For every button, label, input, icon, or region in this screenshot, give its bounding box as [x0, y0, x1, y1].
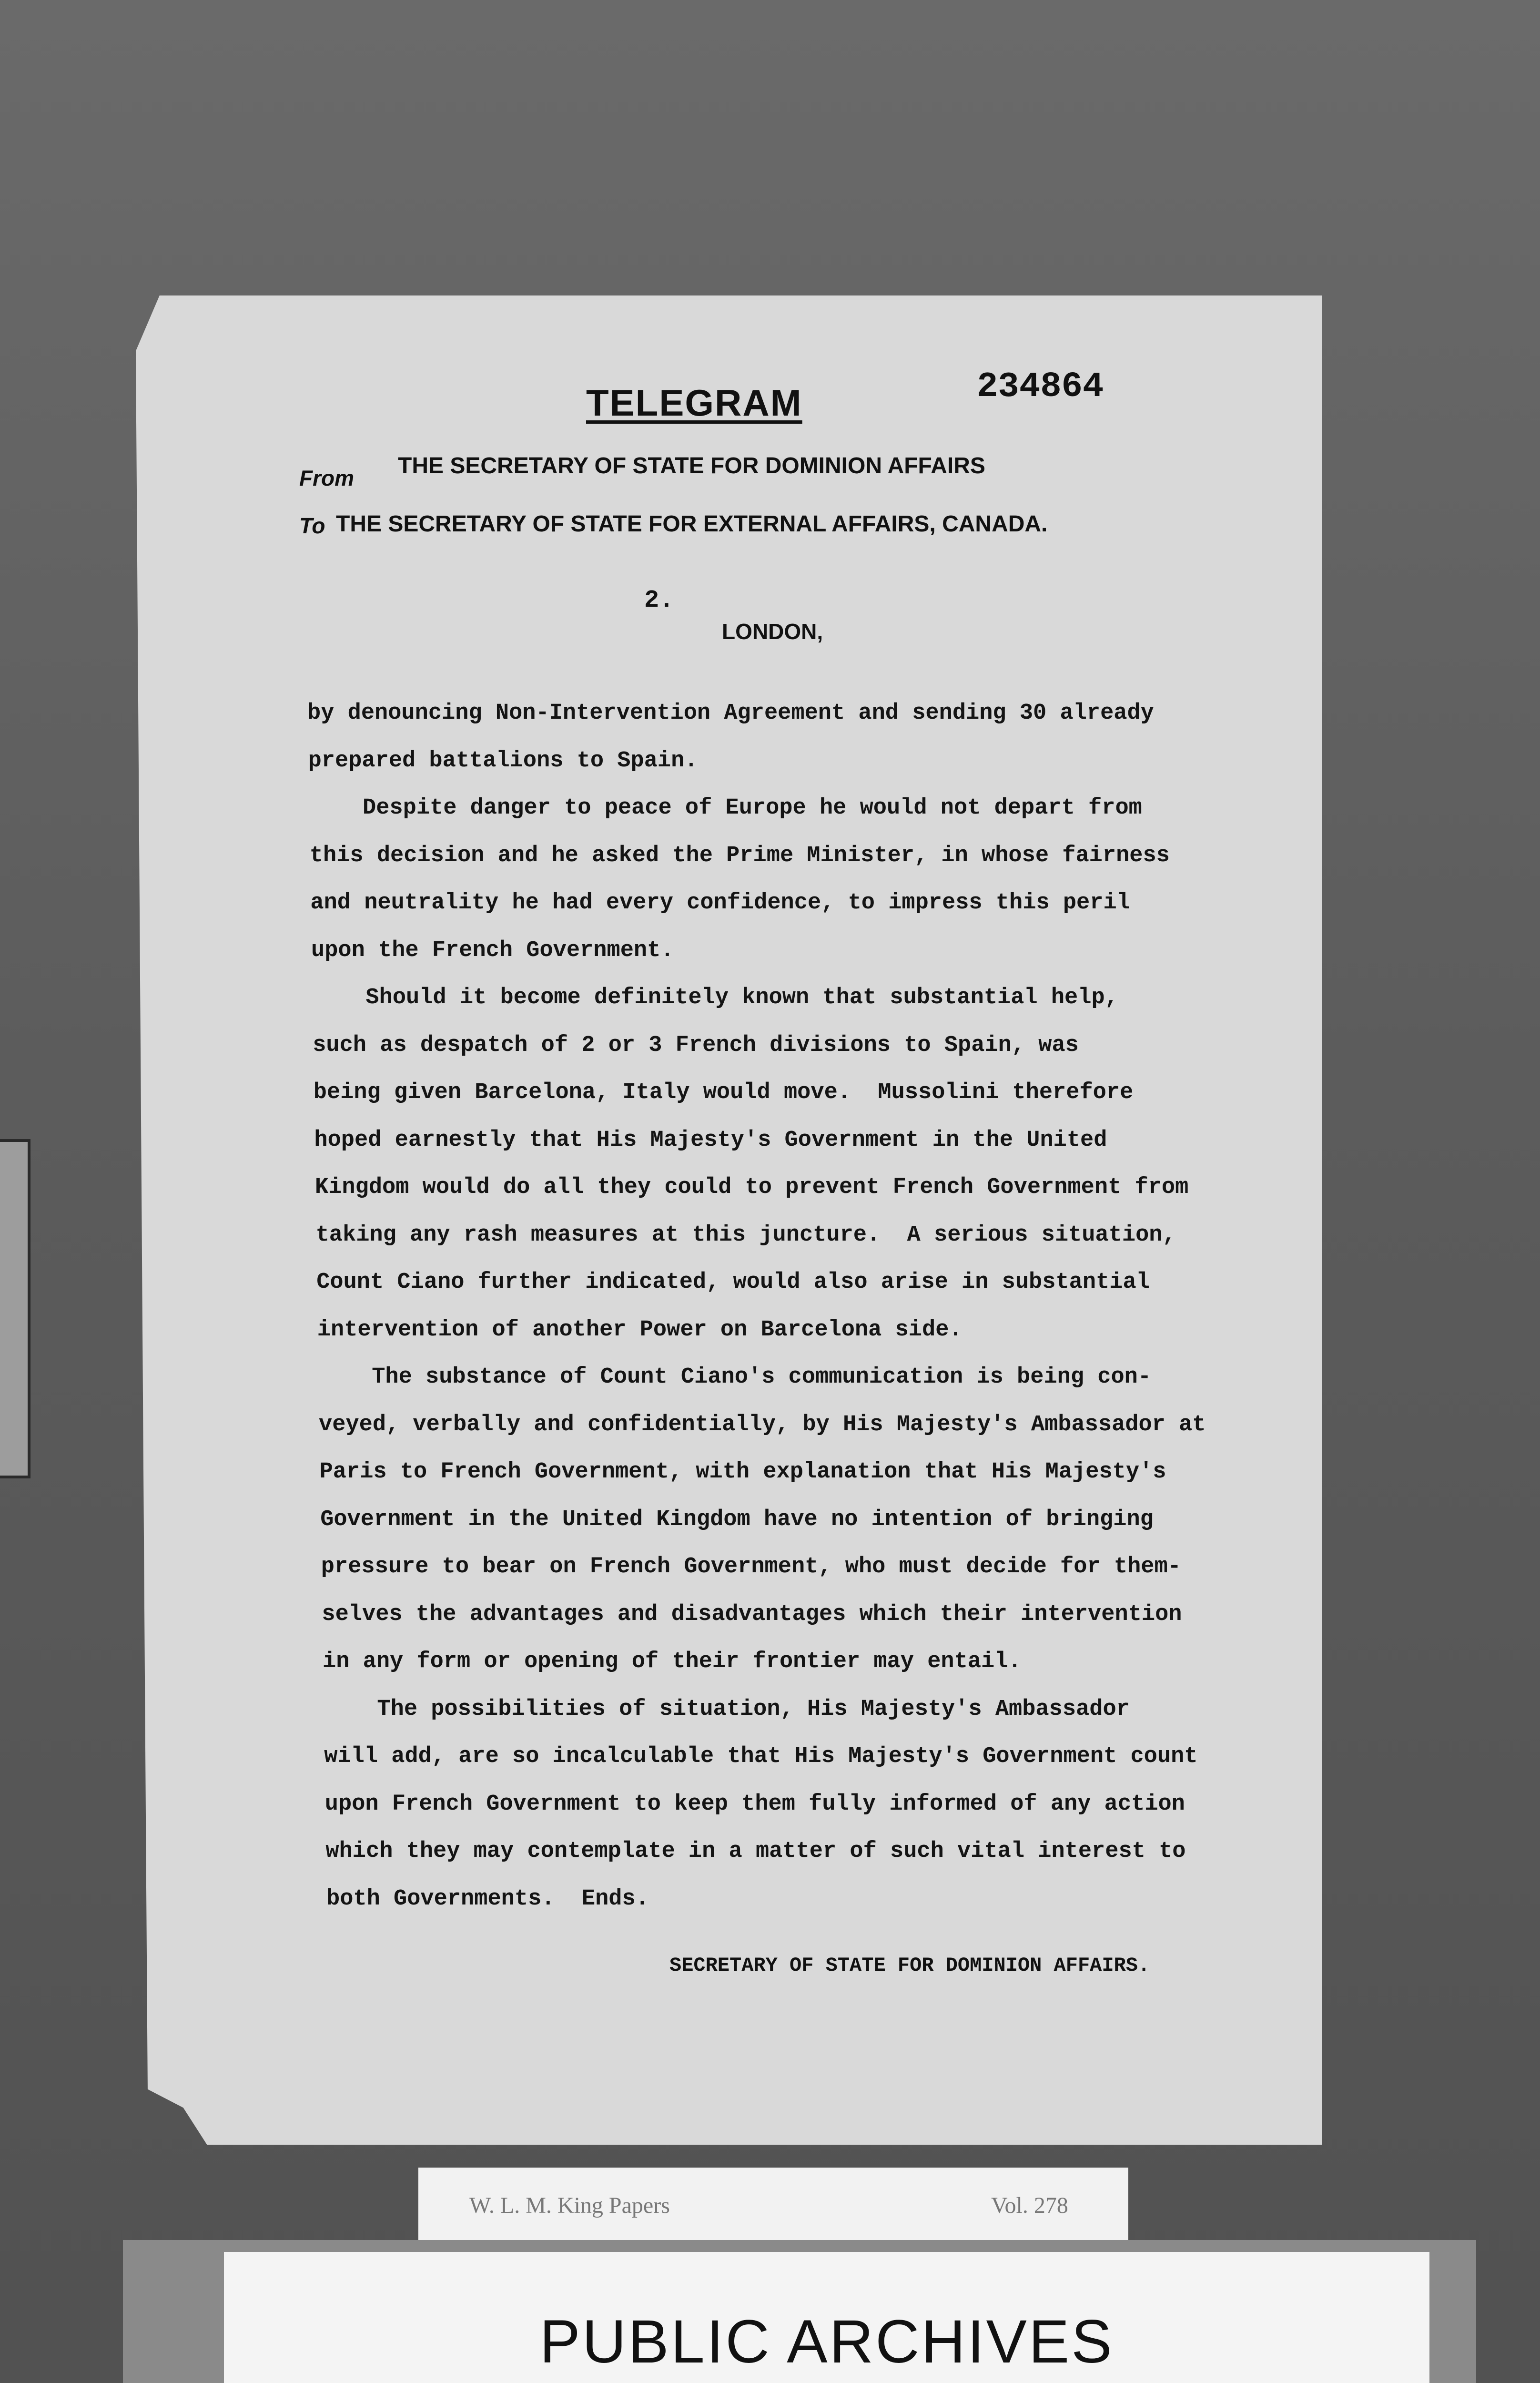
- body-line: Kingdom would do all they could to prevent French Government from: [315, 1175, 1189, 1200]
- body-line: upon the French Government.: [311, 937, 674, 963]
- body-line: selves the advantages and disadvantages which their intervention: [322, 1601, 1182, 1627]
- body-line: taking any rash measures at this juncture. A serious situation,: [315, 1222, 1176, 1248]
- to-label: To: [299, 513, 325, 538]
- body-line: and neutrality he had every confidence, to impress this peril: [310, 890, 1130, 916]
- body-line: intervention of another Power on Barcelona side.: [317, 1317, 962, 1343]
- body-line: Government in the United Kingdom have no intention of bringing: [320, 1507, 1154, 1532]
- body-line: pressure to bear on French Government, who must decide for them-: [321, 1554, 1181, 1579]
- telegram-title: TELEGRAM: [586, 382, 802, 424]
- to-value: THE SECRETARY OF STATE FOR EXTERNAL AFFAIRS, CANADA.: [336, 511, 1048, 537]
- telegram-sheet: [136, 295, 1322, 2145]
- body-line: this decision and he asked the Prime Minister, in whose fairness: [309, 843, 1170, 868]
- from-value: THE SECRETARY OF STATE FOR DOMINION AFFAIRS: [398, 453, 985, 479]
- body-line: by denouncing Non-Intervention Agreement and sending 30 already: [307, 701, 1154, 726]
- body-line: being given Barcelona, Italy would move. Mussolini therefore: [313, 1080, 1134, 1105]
- body-line: prepared battalions to Spain.: [308, 748, 698, 774]
- telegram-number: 234864: [977, 367, 1104, 407]
- body-line: in any form or opening of their frontier may entail.: [323, 1649, 1022, 1674]
- body-line: both Governments. Ends.: [326, 1886, 649, 1912]
- body-line: The substance of Count Ciano's communication is being con-: [318, 1365, 1152, 1390]
- page-number: 2.: [644, 586, 674, 614]
- body-line: The possibilities of situation, His Majesty's Ambassador: [323, 1696, 1130, 1722]
- location: LONDON,: [722, 619, 823, 644]
- body-line: upon French Government to keep them fully informed of any action: [324, 1791, 1185, 1817]
- collection-name: W. L. M. King Papers: [469, 2193, 670, 2218]
- body-line: veyed, verbally and confidentially, by His Majesty's Ambassador at: [319, 1412, 1206, 1437]
- from-label: From: [299, 466, 354, 490]
- body-line: Despite danger to peace of Europe he would not depart from: [309, 795, 1142, 821]
- volume-number: Vol. 278: [991, 2193, 1068, 2218]
- binder-clip: [0, 1139, 30, 1478]
- body-line: such as despatch of 2 or 3 French divisions to Spain, was: [313, 1032, 1079, 1058]
- body-line: Should it become definitely known that substantial help,: [312, 985, 1118, 1010]
- archive-card: [224, 2252, 1429, 2383]
- signoff: SECRETARY OF STATE FOR DOMINION AFFAIRS.: [669, 1954, 1150, 1977]
- body-line: will add, are so incalculable that His Majesty's Government count: [324, 1744, 1198, 1769]
- archive-line-1: PUBLIC ARCHIVES: [539, 2308, 1114, 2376]
- body-line: Paris to French Government, with explanation that His Majesty's: [319, 1459, 1166, 1485]
- body-line: which they may contemplate in a matter of such vital interest to: [325, 1839, 1186, 1864]
- body-line: hoped earnestly that His Majesty's Government in the United: [314, 1127, 1107, 1153]
- body-line: Count Ciano further indicated, would also arise in substantial: [316, 1270, 1150, 1295]
